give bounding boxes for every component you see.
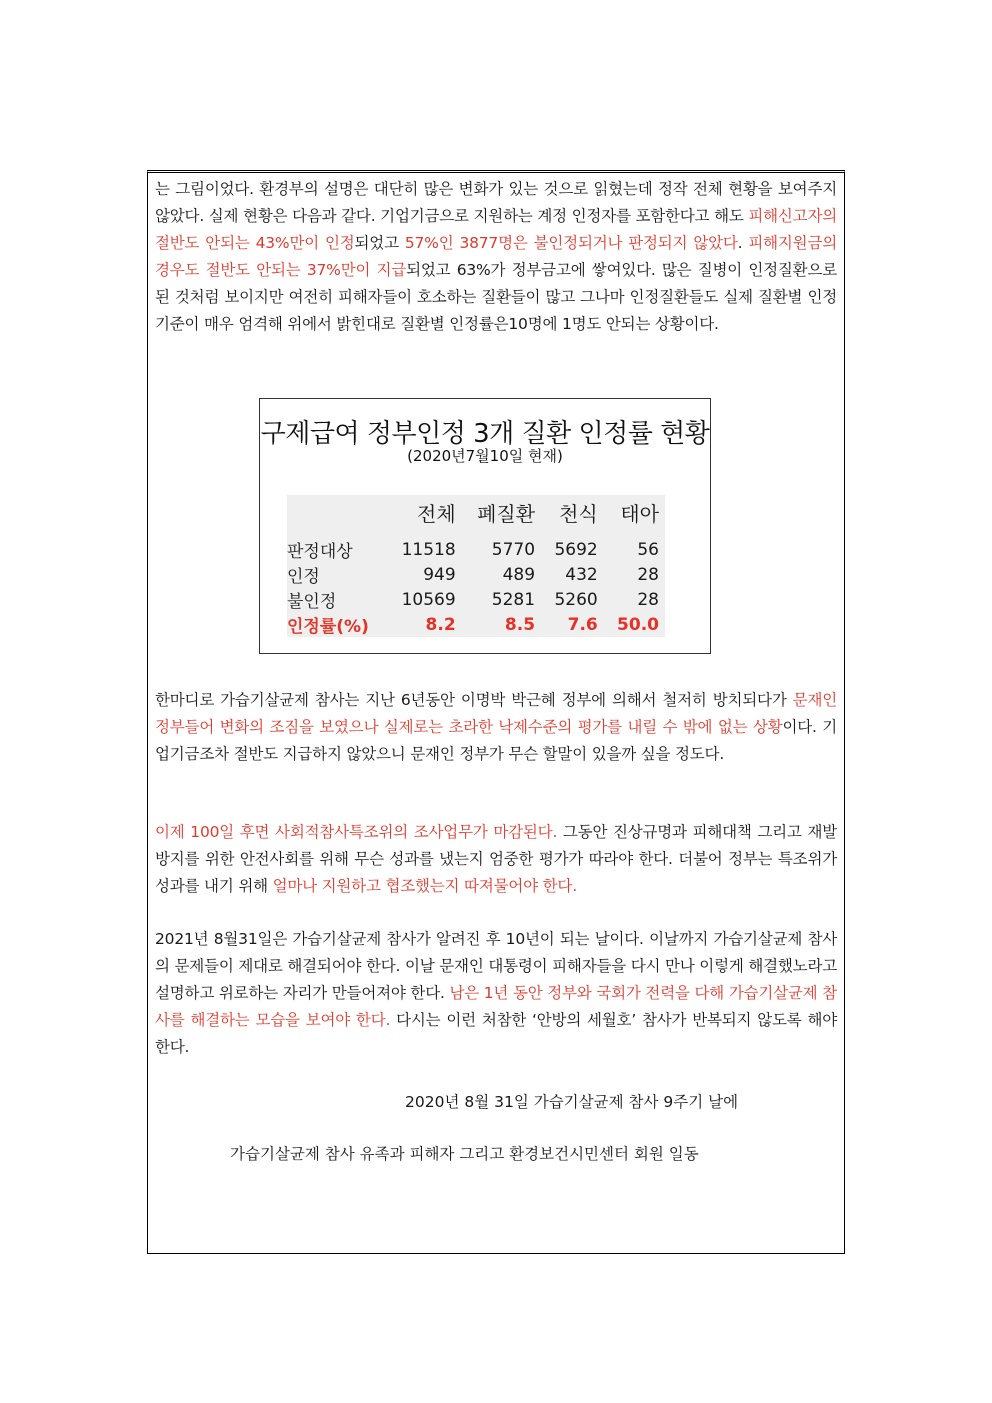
column-header: 태아	[620, 501, 659, 526]
highlight-text: 피해신고자의 절반도 안되는 43%만이 인정	[155, 207, 837, 252]
paragraph-anniversary	[155, 926, 837, 1061]
table-row	[287, 587, 665, 612]
column-header: 폐질환	[477, 501, 536, 526]
table-cell: 5281	[491, 589, 536, 610]
highlight-text: 얼마나 지원하고 협조했는지 따져물어야 한다.	[272, 877, 577, 895]
paragraph-commission	[155, 819, 837, 900]
column-header: 천식	[559, 501, 598, 526]
row-label: 인정	[287, 567, 320, 587]
body-text: 한마디로 가습기살균제 참사는 지난 6년동안 이명박 박근혜 정부에 의해서 철저히 방치되다가	[155, 691, 793, 709]
highlight-text: 피해지원금의 경우도 절반도 안되는 37%만이 지급	[155, 234, 837, 279]
table-row	[287, 537, 665, 562]
row-label: 인정률(%)	[287, 617, 369, 637]
table-cell: 28	[637, 564, 659, 585]
signature-date: 2020년 8월 31일 가습기살균제 참사 9주기 날에	[405, 1093, 739, 1111]
table-cell: 949	[423, 564, 456, 585]
table-cell: 50.0	[617, 614, 659, 635]
highlight-text: 57%인 3877명은 불인정되거나 판정되지 않았다	[404, 234, 738, 252]
highlight-text: 남은 1년 동안 정부와 국회가 전력을 다해 가습기살균제 참사를 해결하는 모습을 보여야 한다.	[155, 984, 837, 1029]
recognition-table	[287, 495, 665, 637]
table-cell: 28	[637, 589, 659, 610]
body-text: 이다. 기업기금조차 절반도 지급하지 않았으니 문재인 정부가 무슨 할말이 있을까 싶을 정도다.	[155, 718, 837, 763]
table-cell: 5260	[554, 589, 598, 610]
table-cell: 8.2	[425, 614, 456, 635]
body-text: 는 그림이었다. 환경부의 설명은 대단히 많은 변화가 있는 것으로 읽혔는데 정작 전체 현황을 보여주지 않았다. 실제 현황은 다음과 같다. 기업기금으로 지원하는 계정 인정자를 포함한다고 해도	[155, 180, 837, 225]
column-header: 전체	[417, 501, 456, 526]
figure-subtitle: (2020년7월10일 현재)	[407, 447, 563, 465]
table-cell: 8.5	[504, 614, 536, 635]
recognition-rate-figure	[259, 398, 711, 654]
highlight-text: 문재인 정부들어 변화의 조짐을 보였으나 실제로는 초라한 낙제수준의 평가를 내릴 수 밖에 없는 상황	[155, 691, 837, 736]
table-cell: 5692	[554, 539, 598, 560]
column-header	[287, 495, 387, 529]
body-text: 2021년 8월31일은 가습기살균제 참사가 알려진 후 10년이 되는 날이다. 이날까지 가습기살균제 참사의 문제들이 제대로 해결되어야 한다. 이날 문재인 대통령이 피해자들을 다시 만나 이렇게 해결했노라고 설명하고 위로하는 자리가 만들어져야 한다.	[155, 930, 837, 1002]
table-cell: 56	[637, 539, 659, 560]
row-label: 판정대상	[287, 542, 353, 562]
body-text: 다시는 이런 처참한 ‘안방의 세월호’ 참사가 반복되지 않도록 해야 한다.	[155, 1011, 837, 1056]
table-cell: 489	[502, 564, 536, 585]
row-label: 불인정	[287, 592, 337, 612]
figure-title: 구제급여 정부인정 3개 질환 인정률 현황	[260, 419, 710, 449]
table-header-row	[287, 495, 665, 529]
table-cell: 7.6	[567, 614, 598, 635]
table-cell: 10569	[401, 589, 456, 610]
body-text: 그동안 진상규명과 피해대책 그리고 재발방지를 위한 안전사회를 위해 무슨 성과를 냈는지 엄중한 평가가 따라야 한다. 더불어 정부는 특조위가 성과를 내기 위해	[155, 823, 837, 895]
table-row	[287, 562, 665, 587]
body-text: .	[737, 234, 749, 252]
table-spacer	[287, 529, 665, 537]
body-text: 되었고 63%가 정부금고에 쌓여있다. 많은 질병이 인정질환으로 된 것처럼 보이지만 여전히 피해자들이 호소하는 질환들이 많고 그나마 인정질환들도 실제 질환별 인정기준이 매우 엄격해 위에서 밝힌대로 질환별 인정률은10명에 1명도 안되는 상황이다.	[155, 261, 838, 333]
highlight-text: 이제 100일 후면 사회적참사특조위의 조사업무가 마감된다.	[155, 823, 558, 841]
signature-authors: 가습기살균제 참사 유족과 피해자 그리고 환경보건시민센터 회원 일동	[230, 1145, 699, 1163]
table-cell: 432	[565, 564, 598, 585]
rate-row	[287, 612, 665, 637]
body-text: 되었고	[354, 234, 405, 252]
paragraph-status	[155, 176, 837, 338]
table-cell: 5770	[491, 539, 536, 560]
table-cell: 11518	[401, 539, 456, 560]
paragraph-summary	[155, 687, 837, 768]
